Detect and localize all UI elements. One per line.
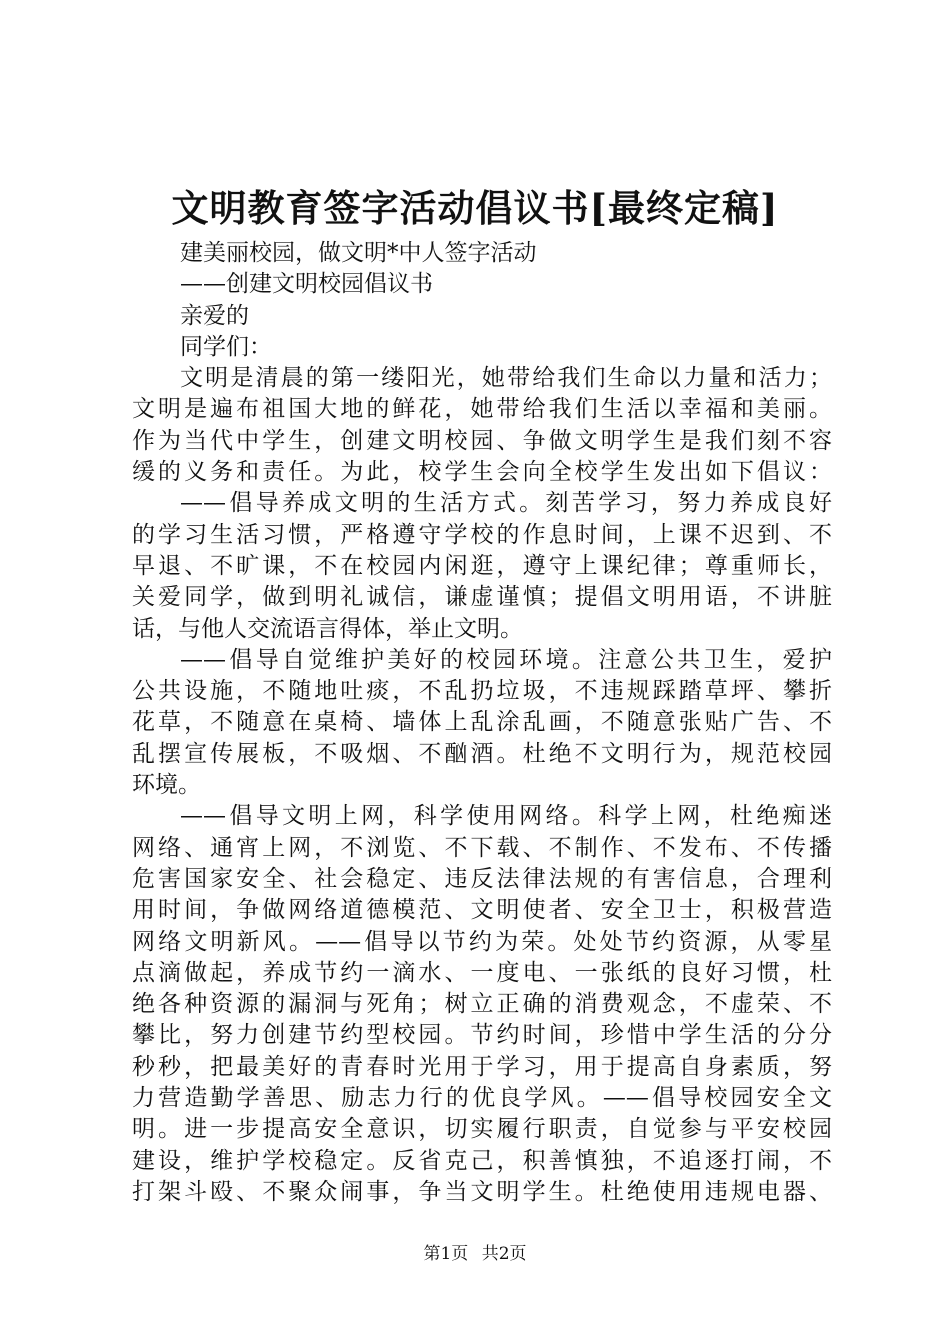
paragraph-line: 的学习生活习惯，严格遵守学校的作息时间，上课不迟到、不 <box>132 521 832 548</box>
paragraph-line: 花草，不随意在桌椅、墙体上乱涂乱画，不随意张贴广告、不 <box>132 709 832 736</box>
paragraph-line: 话，与他人交流语言得体，举止文明。 <box>132 615 523 642</box>
paragraph-line: 建设，维护学校稳定。反省克己，积善慎独，不追逐打闹，不 <box>132 1147 832 1174</box>
paragraph-line: 秒秒，把最美好的青春时光用于学习，用于提高自身素质，努 <box>132 1053 832 1080</box>
paragraph-line: 明。进一步提高安全意识，切实履行职责，自觉参与平安校园 <box>132 1116 832 1143</box>
paragraph-line: 点滴做起，养成节约一滴水、一度电、一张纸的良好习惯，杜 <box>132 959 832 986</box>
paragraph-line: ——倡导自觉维护美好的校园环境。注意公共卫生，爱护 <box>180 646 832 673</box>
page-number: 第1页 <box>423 1244 469 1264</box>
paragraph-line: 缓的义务和责任。为此，校学生会向全校学生发出如下倡议： <box>132 459 832 486</box>
page-footer <box>0 1242 950 1266</box>
subtitle-line: ——创建文明校园倡议书 <box>180 271 433 298</box>
paragraph-line: 文明是清晨的第一缕阳光，她带给我们生命以力量和活力； <box>180 365 832 392</box>
paragraph-line: 网络、通宵上网，不浏览、不下载、不制作、不发布、不传播 <box>132 834 832 861</box>
paragraph-line: 网络文明新风。——倡导以节约为荣。处处节约资源，从零星 <box>132 928 832 955</box>
paragraph-line: 乱摆宣传展板，不吸烟、不酗酒。杜绝不文明行为，规范校园 <box>132 740 832 767</box>
salutation-line: 亲爱的 <box>180 302 249 329</box>
paragraph-line: 打架斗殴、不聚众闹事，争当文明学生。杜绝使用违规电器、 <box>132 1178 832 1205</box>
paragraph-line: 文明是遍布祖国大地的鲜花，她带给我们生活以幸福和美丽。 <box>132 396 832 423</box>
paragraph-line: 早退、不旷课，不在校园内闲逛，遵守上课纪律；尊重师长， <box>132 552 832 579</box>
subtitle-line: 建美丽校园，做文明*中人签字活动 <box>180 240 537 266</box>
paragraph-line: 环境。 <box>132 772 201 799</box>
paragraph-line: 作为当代中学生，创建文明校园、争做文明学生是我们刻不容 <box>132 427 832 454</box>
document-body <box>132 238 832 1208</box>
document-title: 文明教育签字活动倡议书[最终定稿] <box>171 186 779 230</box>
paragraph-line: 绝各种资源的漏洞与死角；树立正确的消费观念，不虚荣、不 <box>132 991 832 1018</box>
paragraph-line: 力营造勤学善思、励志力行的优良学风。——倡导校园安全文 <box>132 1085 832 1112</box>
paragraph-line: 用时间，争做网络道德模范、文明使者、安全卫士，积极营造 <box>132 897 832 924</box>
paragraph-line: ——倡导文明上网，科学使用网络。科学上网，杜绝痴迷 <box>180 803 832 830</box>
paragraph-line: ——倡导养成文明的生活方式。刻苦学习，努力养成良好 <box>180 490 832 517</box>
paragraph-line: 攀比，努力创建节约型校园。节约时间，珍惜中学生活的分分 <box>132 1022 832 1049</box>
paragraph-line: 危害国家安全、社会稳定、违反法律法规的有害信息，合理利 <box>132 865 832 892</box>
paragraph-line: 公共设施，不随地吐痰，不乱扔垃圾，不违规踩踏草坪、攀折 <box>132 678 832 705</box>
page-total: 共2页 <box>481 1244 527 1264</box>
paragraph-line: 关爱同学，做到明礼诚信，谦虚谨慎；提倡文明用语，不讲脏 <box>132 584 832 611</box>
salutation-line: 同学们： <box>180 333 272 360</box>
